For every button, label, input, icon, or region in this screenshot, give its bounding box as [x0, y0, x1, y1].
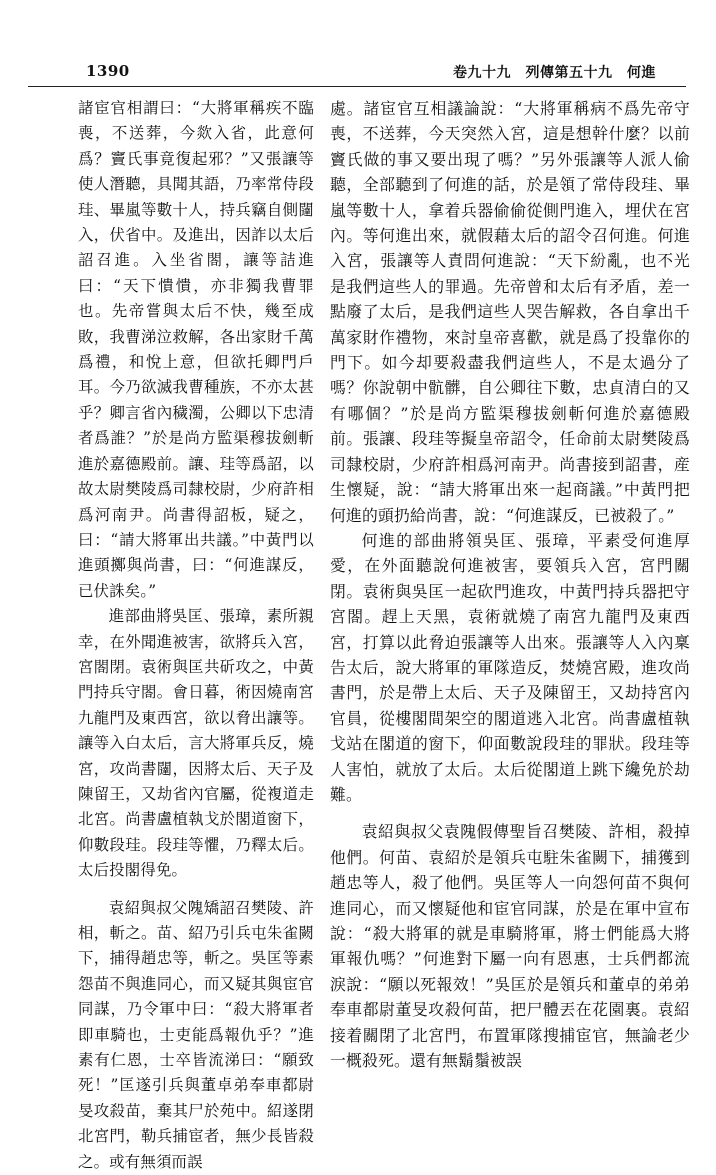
header-rule — [28, 86, 686, 87]
classical-paragraph: 進部曲將吳匡、張璋，素所親幸，在外聞進被害，欲將兵入宮，宮閤閉。袁術與匡共斫攻之，中黃門持兵守閤。會日暮，術因燒南宮九龍門及東西宮，欲以脅出讓等。讓等入白太后，言大將軍兵反，燒宮，攻尚書闥，因將太后、天子及陳留王，又劫省內官屬，從複道走北宮。尚書盧植執戈於閣道窗下，仰數段珪。段珪等懼，乃釋太后。太后投閣得免。 — [78, 607, 314, 880]
page-number: 1390 — [86, 62, 130, 80]
translation-text-column — [330, 96, 690, 1073]
translation-paragraph: 何進的部曲將領吳匡、張璋，平素受何進厚愛，在外面聽說何進被害，要領兵入宮，宮門關閉。袁術與吳匡一起砍門進攻，中黃門持兵器把守宮閤。趕上天黑，袁術就燒了南宮九龍門及東西宮，打算以此脅迫張讓等人出來。張讓等人入內稟告太后，說大將軍的軍隊造反，焚燒宮殿，進攻尚書門，於是帶上太后、天子及陳留王，又劫持宮內官員，從樓閣間架空的閣道逃入北宮。尚書盧植執戈站在閣道的窗下，仰面數說段珪的罪狀。段珪等人害怕，就放了太后。太后從閣道上跳下纔免於劫難。 — [330, 530, 690, 804]
running-title: 卷九十九 列傳第五十九 何進 — [453, 65, 656, 81]
translation-paragraph: 袁紹與叔父袁隗假傳聖旨召樊陵、許相，殺掉他們。何苗、袁紹於是領兵屯駐朱雀闕下，捕獲到趙忠等人，殺了他們。吳匡等人一向怨何苗不與何進同心，而又懷疑他和宦官同謀，於是在軍中宣布說：“殺大將軍的就是車騎將軍，將士們能爲大將軍報仇嗎？”何進對下屬一向有恩惠，士兵們都流淚說：“願以死報效！”吳匡於是領兵和董卓的弟弟奉車都尉董旻攻殺何苗，把尸體丟在花園裏。袁紹接着關閉了北宮門，布置軍隊搜捕宦官，無論老少一概殺死。還有無鬍鬚被誤 — [330, 822, 690, 1071]
translation-paragraph: 處。諸宦官互相議論說：“大將軍稱病不爲先帝守喪，不送葬，今天突然入宮，這是想幹什麼？以前竇氏做的事又要出現了嗎？”另外張讓等人派人偷聽，全部聽到了何進的話，於是領了常侍段珪、畢嵐等數十人，拿着兵器偷偷從側門進入，埋伏在宮內。等何進出來，就假藉太后的詔令召何進。何進入宮，張讓等人責問何進說：“天下紛亂，也不光是我們這些人的罪過。先帝曾和太后有矛盾，差一點廢了太后，是我們這些人哭告解救，各自拿出千萬家財作禮物，來討皇帝喜歡，就是爲了投靠你的門下。如今却要殺盡我們這些人，不是太過分了嗎？你說朝中骯髒，自公卿往下數，忠貞清白的又有哪個？”於是尚方監渠穆拔劍斬何進於嘉德殿前。張讓、段珪等擬皇帝詔令，任命前太尉樊陵爲司隸校尉，少府許相爲河南尹。尚書接到詔書，産生懷疑，說：“請大將軍出來一起商議。”中黃門把何進的頭扔給尚書，說：“何進謀反，已被殺了。” — [330, 99, 690, 525]
classical-text-column — [78, 96, 314, 1175]
classical-paragraph: 諸宦官相謂曰：“大將軍稱疾不臨喪，不送葬，今欻入省，此意何爲？竇氏事竟復起邪？”又張讓等使人潛聽，具聞其語，乃率常侍段珪、畢嵐等數十人，持兵竊自側闥入，伏省中。及進出，因詐以太后詔召進。入坐省閤，讓等詰進曰：“天下憒憒，亦非獨我曹罪也。先帝嘗與太后不快，幾至成敗，我曹涕泣救解，各出家財千萬爲禮，和悅上意，但欲托卿門戶耳。今乃欲滅我曹種族，不亦太甚乎？卿言省內穢濁，公卿以下忠清者爲誰？”於是尚方監渠穆拔劍斬進於嘉德殿前。讓、珪等爲詔，以故太尉樊陵爲司隸校尉，少府許相爲河南尹。尚書得詔板，疑之，曰：“請大將軍出共議。”中黃門以進頭擲與尚書，曰：“何進謀反，已伏誅矣。” — [78, 99, 314, 600]
page-header — [28, 60, 686, 86]
classical-paragraph: 袁紹與叔父隗矯詔召樊陵、許相，斬之。苗、紹乃引兵屯朱雀闕下，捕得趙忠等，斬之。吳匡等素怨苗不與進同心，而又疑其與宦官同謀，乃令軍中曰：“殺大將軍者即車騎也，士吏能爲報仇乎？”進素有仁恩，士卒皆流涕曰：“願致死！”匡遂引兵與董卓弟奉車都尉旻攻殺苗，棄其尸於苑中。紹遂閉北宮門，勒兵捕宦者，無少長皆殺之。或有無須而誤 — [78, 898, 314, 1171]
